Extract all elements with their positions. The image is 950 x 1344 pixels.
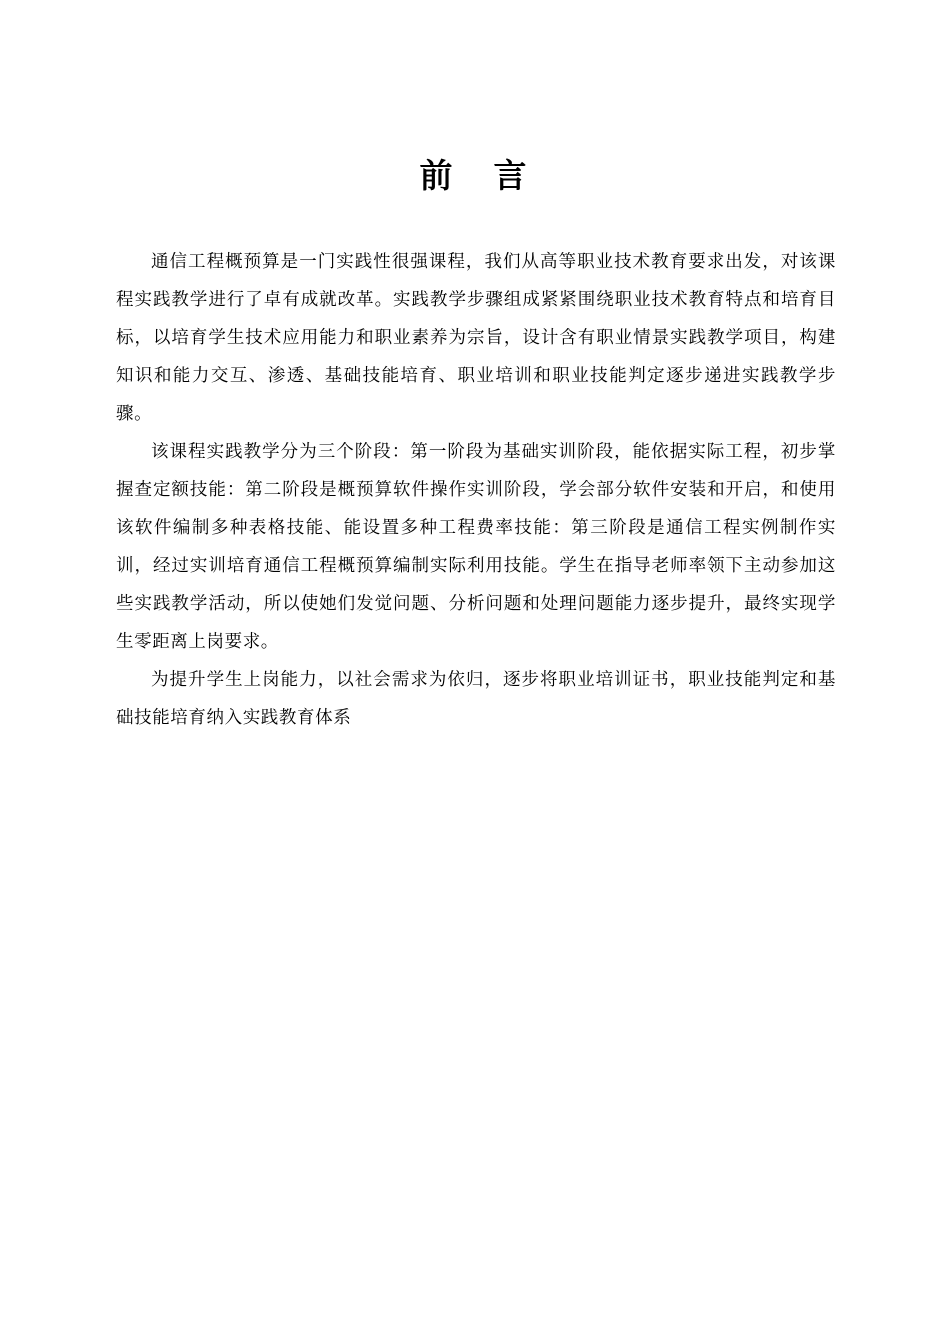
paragraph-3: 为提升学生上岗能力，以社会需求为依归，逐步将职业培训证书，职业技能判定和基础技能培育纳入实践教育体系 xyxy=(116,670,836,728)
document-title: 前 言 xyxy=(419,156,531,195)
paragraph-2: 该课程实践教学分为三个阶段：第一阶段为基础实训阶段，能依据实际工程，初步掌握查定额技能：第二阶段是概预算软件操作实训阶段，学会部分软件安装和开启，和使用该软件编制多种表格技能、能设置多种工程费率技能：第三阶段是通信工程实例制作实训，经过实训培育通信工程概预算编制实际利用技能。学生在指导老师率领下主动参加这些实践教学活动，所以使她们发觉问题、分析问题和处理问题能力逐步提升，最终实现学生零距离上岗要求。 xyxy=(116,442,836,652)
paragraph-1: 通信工程概预算是一门实践性很强课程，我们从高等职业技术教育要求出发，对该课程实践教学进行了卓有成就改革。实践教学步骤组成紧紧围绕职业技术教育特点和培育目标，以培育学生技术应用能力和职业素养为宗旨，设计含有职业情景实践教学项目，构建知识和能力交互、渗透、基础技能培育、职业培训和职业技能判定逐步递进实践教学步骤。 xyxy=(116,252,836,424)
document-body xyxy=(116,243,836,737)
